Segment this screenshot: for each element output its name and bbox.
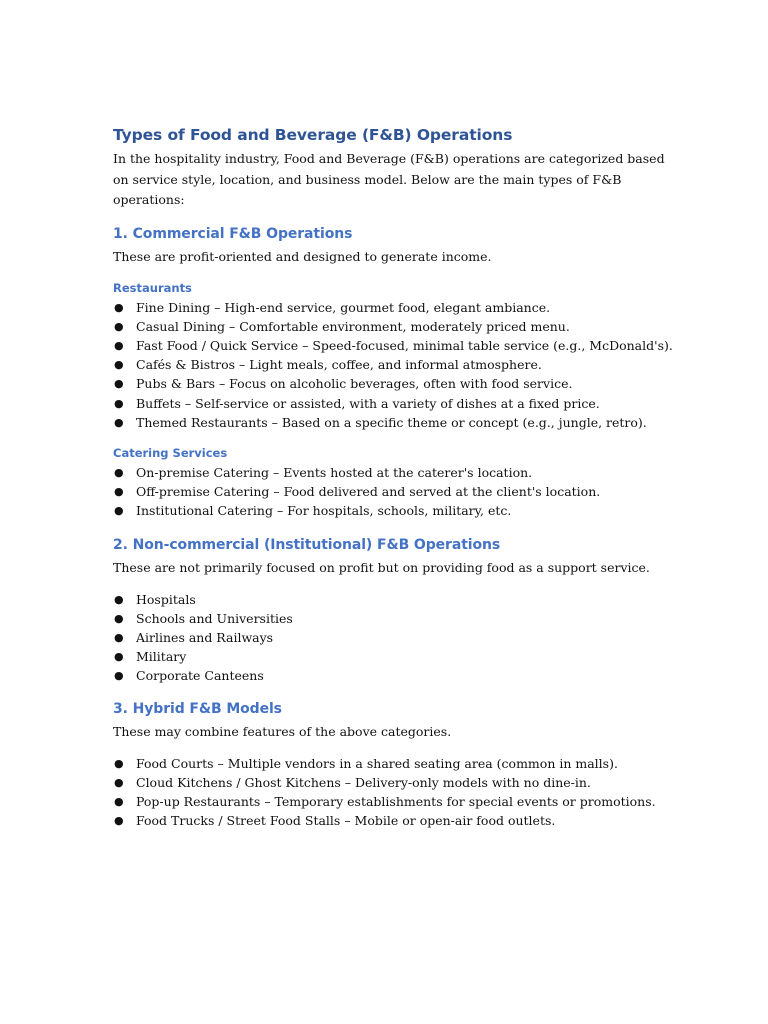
section-heading-commercial: 1. Commercial F&B Operations <box>113 225 353 242</box>
list-item: ● Cloud Kitchens / Ghost Kitchens – Delivery-only models with no dine-in. <box>113 773 673 792</box>
bullet-icon: ● <box>114 377 124 391</box>
list-item: ● Military <box>113 647 673 666</box>
intro-paragraph: In the hospitality industry, Food and Beverage (F&B) operations are categorized based on service style, location, and business model. Below are the main types of F&B operations: <box>113 151 665 207</box>
section-description-non-commercial: These are not primarily focused on profit but on providing food as a support service. <box>113 559 650 575</box>
list-item: ● Corporate Canteens <box>113 666 673 685</box>
institutional-list <box>113 590 673 686</box>
subheading-catering-services: Catering Services <box>113 445 228 460</box>
document-page <box>113 124 673 830</box>
list-item: ● Themed Restaurants – Based on a specific theme or concept (e.g., jungle, retro). <box>113 413 673 432</box>
list-item: ● Fine Dining – High-end service, gourmet food, elegant ambiance. <box>113 298 673 317</box>
bullet-icon: ● <box>114 611 124 625</box>
bullet-icon: ● <box>114 415 124 429</box>
restaurants-list <box>113 298 673 432</box>
bullet-icon: ● <box>114 396 124 410</box>
bullet-icon: ● <box>114 814 124 828</box>
section-heading-non-commercial: 2. Non-commercial (Institutional) F&B Operations <box>113 536 501 553</box>
bullet-icon: ● <box>114 756 124 770</box>
list-item: ● Institutional Catering – For hospitals, schools, military, etc. <box>113 501 673 520</box>
bullet-icon: ● <box>114 504 124 518</box>
section-description-commercial: These are profit-oriented and designed to generate income. <box>113 248 492 264</box>
document-title: Types of Food and Beverage (F&B) Operations <box>113 126 513 144</box>
bullet-icon: ● <box>114 485 124 499</box>
list-item: ● On-premise Catering – Events hosted at the caterer's location. <box>113 463 673 482</box>
bullet-icon: ● <box>114 650 124 664</box>
bullet-icon: ● <box>114 592 124 606</box>
hybrid-list <box>113 754 673 831</box>
bullet-icon: ● <box>114 630 124 644</box>
section-heading-hybrid: 3. Hybrid F&B Models <box>113 700 282 717</box>
list-item: ● Airlines and Railways <box>113 628 673 647</box>
list-item: ● Pubs & Bars – Focus on alcoholic beverages, often with food service. <box>113 374 673 393</box>
bullet-icon: ● <box>114 319 124 333</box>
bullet-icon: ● <box>114 465 124 479</box>
bullet-icon: ● <box>114 775 124 789</box>
list-item: ● Buffets – Self-service or assisted, with a variety of dishes at a fixed price. <box>113 394 673 413</box>
bullet-icon: ● <box>114 338 124 352</box>
bullet-icon: ● <box>114 300 124 314</box>
list-item: ● Hospitals <box>113 590 673 609</box>
list-item: ● Schools and Universities <box>113 609 673 628</box>
list-item: ● Cafés & Bistros – Light meals, coffee, and informal atmosphere. <box>113 355 673 374</box>
list-item: ● Fast Food / Quick Service – Speed-focused, minimal table service (e.g., McDonald's). <box>113 336 673 355</box>
subheading-restaurants: Restaurants <box>113 280 192 295</box>
list-item: ● Casual Dining – Comfortable environment, moderately priced menu. <box>113 317 673 336</box>
list-item: ● Food Trucks / Street Food Stalls – Mobile or open-air food outlets. <box>113 811 673 830</box>
section-description-hybrid: These may combine features of the above categories. <box>113 723 452 739</box>
list-item: ● Off-premise Catering – Food delivered and served at the client's location. <box>113 482 673 501</box>
list-item: ● Pop-up Restaurants – Temporary establishments for special events or promotions. <box>113 792 673 811</box>
bullet-icon: ● <box>114 358 124 372</box>
catering-list <box>113 463 673 521</box>
bullet-icon: ● <box>114 669 124 683</box>
list-item: ● Food Courts – Multiple vendors in a shared seating area (common in malls). <box>113 754 673 773</box>
bullet-icon: ● <box>114 794 124 808</box>
